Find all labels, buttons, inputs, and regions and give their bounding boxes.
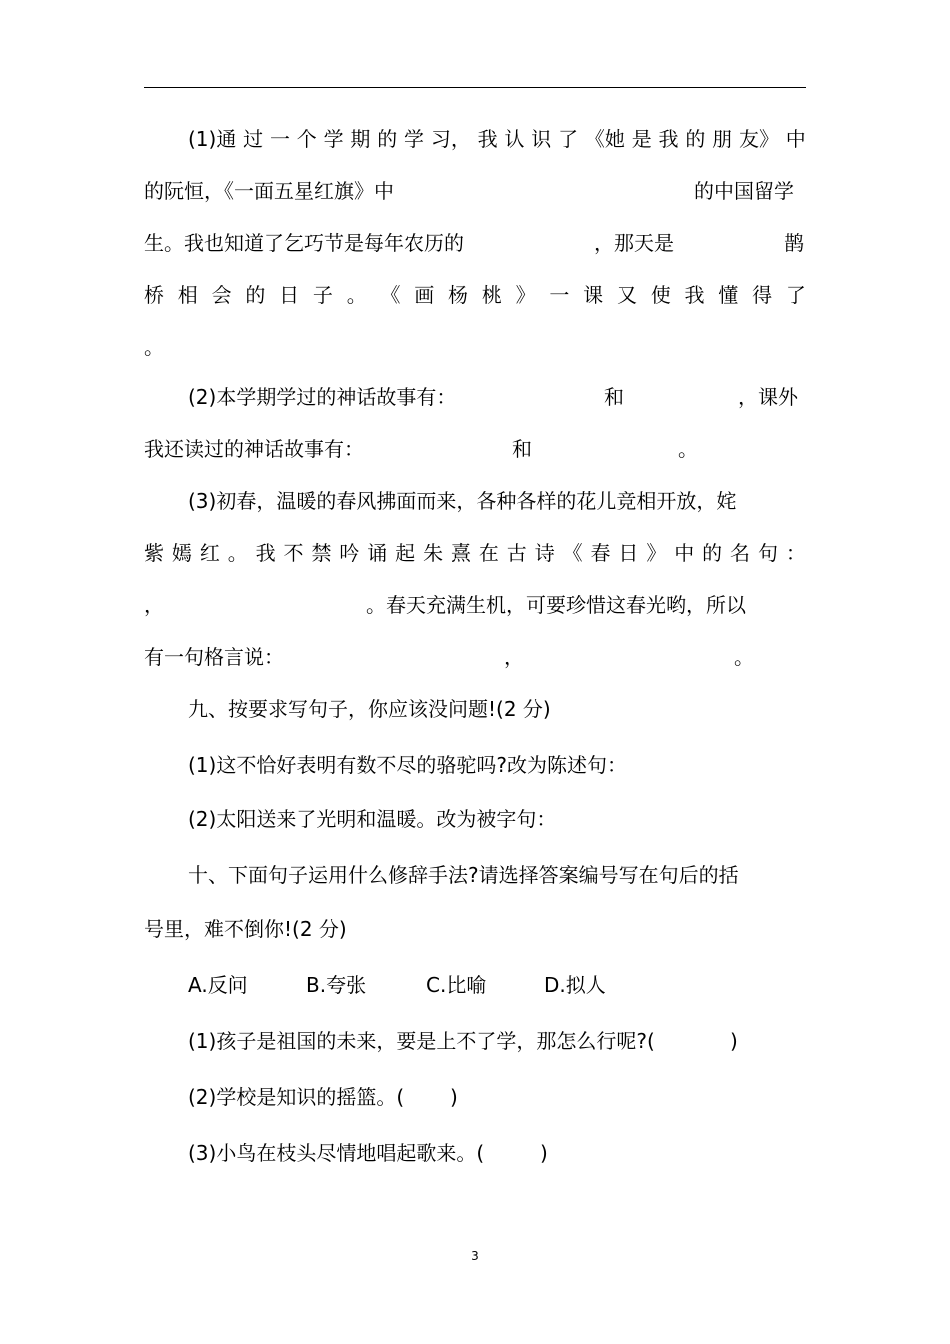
text-segment: 认 <box>504 127 525 151</box>
text-segment: 学 <box>323 127 344 151</box>
section9-title: 九、按要求写句子，你应该没问题!(2 分) <box>188 697 551 721</box>
text-segment: 中 <box>785 127 806 151</box>
text-segment: 习， <box>430 127 471 151</box>
s8-q2-line2 <box>144 433 806 465</box>
s8-q3-line3 <box>144 589 806 621</box>
text-segment: 的 <box>377 127 398 151</box>
s8-q1-line4 <box>144 279 806 311</box>
text-segment: 的 <box>702 541 723 565</box>
text-segment: 红 <box>199 541 220 565</box>
text-segment: 一 <box>549 283 570 307</box>
text-segment: 朋 <box>712 127 733 151</box>
section10-q3 <box>144 1137 806 1169</box>
option-c: C.比喻 <box>426 973 487 997</box>
text-segment: 。 <box>227 541 248 565</box>
section9-q1: (1)这不恰好表明有数不尽的骆驼吗?改为陈述句： <box>188 753 627 777</box>
section10-q1 <box>144 1025 806 1057</box>
text-segment: ， <box>144 593 164 617</box>
text-segment: (3)小鸟在枝头尽情地唱起歌来。( <box>188 1141 485 1165</box>
text-segment: 有一句格言说： <box>144 645 284 669</box>
text-segment: 起 <box>395 541 416 565</box>
text-segment: 相 <box>177 283 198 307</box>
text-segment: 了 <box>558 127 579 151</box>
text-segment: 的中国留学 <box>694 179 794 203</box>
text-segment: 懂 <box>718 283 739 307</box>
s8-q3-line4 <box>144 641 806 673</box>
text-segment: 我 <box>658 127 679 151</box>
s8-q2-line1 <box>144 381 806 413</box>
text-segment: 在 <box>478 541 499 565</box>
text-segment: ，那天是 <box>594 231 674 255</box>
text-segment: (2)本学期学过的神话故事有： <box>188 385 457 409</box>
text-segment: 日 <box>279 283 300 307</box>
text-segment: 禁 <box>311 541 332 565</box>
text-segment: (1)通 <box>188 127 237 151</box>
text-segment: 使 <box>650 283 671 307</box>
text-segment: 鹊 <box>784 231 804 255</box>
text-segment: 。春天充满生机，可要珍惜这春光哟，所以 <box>366 593 746 617</box>
s8-q1-line1 <box>188 123 806 155</box>
text-segment: 我 <box>477 127 498 151</box>
text-segment: 》 <box>515 283 536 307</box>
text-segment: 《 <box>380 283 401 307</box>
text-segment: 我还读过的神话故事有： <box>144 437 364 461</box>
s8-q3-line1: (3)初春，温暖的春风拂面而来，各种各样的花儿竞相开放，姹 <box>188 489 737 513</box>
text-segment: 吟 <box>339 541 360 565</box>
header-rule <box>144 87 806 88</box>
text-segment: 会 <box>211 283 232 307</box>
s8-q1-line3 <box>144 227 806 259</box>
text-segment: 句 <box>757 541 778 565</box>
text-segment: (2)学校是知识的摇篮。( <box>188 1085 405 1109</box>
text-segment: 画 <box>414 283 435 307</box>
page-number: 3 <box>471 1249 479 1263</box>
text-segment: 桥 <box>144 283 164 307</box>
text-segment: 和 <box>512 437 532 461</box>
text-segment: 我 <box>255 541 276 565</box>
text-segment: 熹 <box>450 541 471 565</box>
text-segment: 紫 <box>144 541 164 565</box>
text-segment: 是 <box>631 127 652 151</box>
close-paren: ) <box>540 1141 548 1165</box>
text-segment: 的阮恒，《一面五星红旗》中 <box>144 179 394 203</box>
text-segment: 诗 <box>534 541 555 565</box>
text-segment: 的 <box>245 283 266 307</box>
text-segment: 和 <box>604 385 624 409</box>
text-segment: 。 <box>678 437 698 461</box>
text-segment: (1)孩子是祖国的未来，要是上不了学，那怎么行呢?( <box>188 1029 655 1053</box>
text-segment: ： <box>785 541 806 565</box>
text-segment: 。 <box>346 283 367 307</box>
text-segment: 了 <box>785 283 806 307</box>
text-segment: 不 <box>283 541 304 565</box>
text-segment: 课 <box>583 283 604 307</box>
text-segment: 杨 <box>448 283 469 307</box>
text-segment: ，课外 <box>738 385 798 409</box>
section10-q2 <box>144 1081 806 1113</box>
text-segment: 识 <box>531 127 552 151</box>
text-segment: 《 <box>562 541 583 565</box>
option-a: A.反问 <box>188 973 248 997</box>
text-segment: 期 <box>350 127 371 151</box>
text-segment: 友》 <box>738 127 779 151</box>
text-segment: 又 <box>616 283 637 307</box>
s8-q3-line2 <box>144 537 806 569</box>
text-segment: 的 <box>685 127 706 151</box>
section10-options <box>144 969 806 1001</box>
close-paren: ) <box>450 1085 458 1109</box>
text-segment: 《她 <box>584 127 625 151</box>
text-segment: 我 <box>684 283 705 307</box>
text-segment: 朱 <box>423 541 444 565</box>
text-segment: 个 <box>296 127 317 151</box>
text-segment: 日 <box>618 541 639 565</box>
section10-title-line2: 号里，难不倒你!(2 分) <box>144 917 347 941</box>
text-segment: 桃 <box>481 283 502 307</box>
text-segment: 春 <box>590 541 611 565</box>
text-segment: 古 <box>506 541 527 565</box>
text-segment: 》 <box>646 541 667 565</box>
close-paren: ) <box>730 1029 738 1053</box>
s8-q1-line5: 。 <box>144 335 164 359</box>
text-segment: 学 <box>404 127 425 151</box>
option-b: B.夸张 <box>306 973 367 997</box>
text-segment: 一 <box>269 127 290 151</box>
s8-q1-line2 <box>144 175 806 207</box>
section10-title-line1: 十、下面句子运用什么修辞手法?请选择答案编号写在句后的括 <box>188 863 739 887</box>
text-segment: 中 <box>674 541 695 565</box>
text-segment: 过 <box>243 127 264 151</box>
text-segment: 嫣 <box>171 541 192 565</box>
text-segment: 诵 <box>367 541 388 565</box>
text-segment: 名 <box>730 541 751 565</box>
section9-q2: (2)太阳送来了光明和温暖。改为被字句： <box>188 807 557 831</box>
text-segment: 。 <box>734 645 754 669</box>
text-segment: ， <box>504 645 524 669</box>
text-segment: 子 <box>312 283 333 307</box>
option-d: D.拟人 <box>544 973 606 997</box>
text-segment: 生。我也知道了乞巧节是每年农历的 <box>144 231 464 255</box>
text-segment: 得 <box>752 283 773 307</box>
